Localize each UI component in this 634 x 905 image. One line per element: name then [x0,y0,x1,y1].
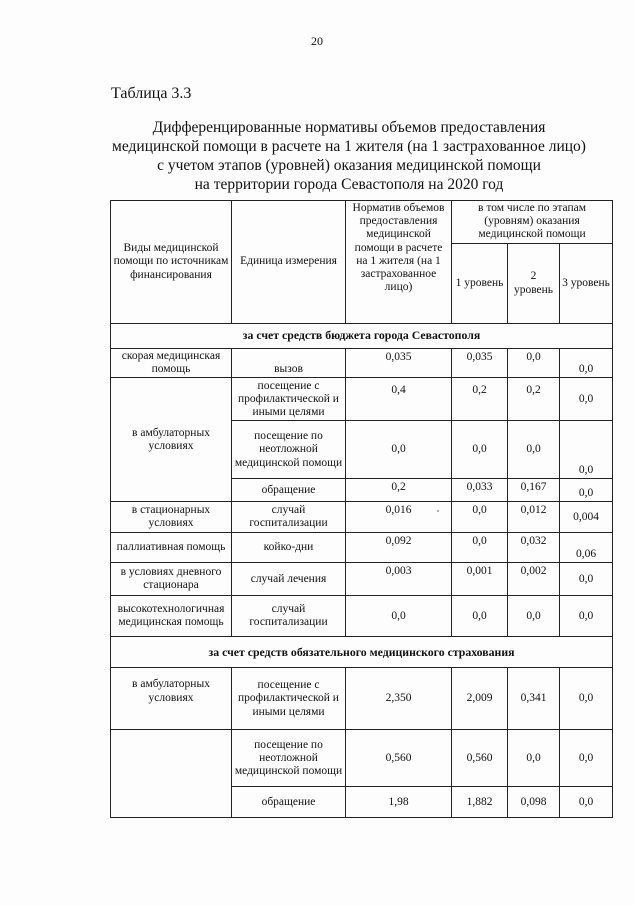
norm-cell: 0,0 [346,421,452,479]
norm-cell: 0,035 [346,349,452,378]
table-row [111,596,613,637]
norm-cell: 1,98 [346,787,452,818]
level1-cell: 0,560 [452,730,508,787]
section-title: за счет средств бюджета города Севастополя [111,324,613,349]
table-row [111,563,613,596]
title-line: медицинской помощи в расчете на 1 жителя (на 1 застрахованное лицо) [112,138,586,155]
level1-cell: 0,001 [452,563,508,596]
table-title [110,118,588,194]
level1-cell: 0,0 [452,502,508,533]
header-level-2: 2 уровень [508,244,560,324]
unit-cell: обращение [232,479,346,502]
type-cell: в условиях дневного стационара [111,563,232,596]
level1-cell: 0,0 [452,421,508,479]
level3-cell: 0,0 [560,730,613,787]
norms-table [110,200,613,818]
section-row [111,637,613,668]
level1-cell: 0,035 [452,349,508,378]
header-unit: Единица измерения [232,201,346,324]
level2-cell: 0,0 [508,421,560,479]
unit-cell: вызов [232,349,346,378]
type-cell: скорая медицинская помощь [111,349,232,378]
level2-cell: 0,012 [508,502,560,533]
page-number: 20 [311,34,323,48]
table-row [111,730,613,787]
level2-cell: 0,0 [508,596,560,637]
section-title: за счет средств обязательного медицинского страхования [111,637,613,668]
unit-cell: случай госпитализации [232,596,346,637]
header-types: Виды медицинской помощи по источникам финансирования [111,201,232,324]
level2-cell: 0,0 [508,349,560,378]
type-cell: в амбулаторных условиях [111,378,232,502]
level3-cell: 0,0 [560,668,613,730]
header-norm: Норматив объемов предоставления медицинской помощи в расчете на 1 жителя (на 1 застрахованное лицо) [346,201,452,324]
level3-cell: 0,0 [560,787,613,818]
level1-cell: 2,009 [452,668,508,730]
level1-cell: 0,0 [452,533,508,563]
norm-cell: 0,0 [346,596,452,637]
level1-cell: 0,2 [452,378,508,421]
norm-cell: 0,003 [346,563,452,596]
norm-cell: 0,092 [346,533,452,563]
level3-cell: 0,0 [560,378,613,421]
table-row [111,378,613,421]
level2-cell: 0,032 [508,533,560,563]
table-row [111,668,613,730]
level1-cell: 0,0 [452,596,508,637]
level2-cell: 0,341 [508,668,560,730]
level3-cell: 0,0 [560,349,613,378]
level1-cell: 1,882 [452,787,508,818]
unit-cell: обращение [232,787,346,818]
unit-cell: посещение по неотложной медицинской помощи [232,730,346,787]
level2-cell: 0,0 [508,730,560,787]
level3-cell: 0,0 [560,563,613,596]
norm-cell: 2,350 [346,668,452,730]
type-cell-empty [111,730,232,818]
unit-cell: посещение с профилактической и иными целями [232,668,346,730]
unit-cell: случай госпитализации [232,502,346,533]
norm-cell: 0,2 [346,479,452,502]
header-level-3: 3 уровень [560,244,613,324]
scan-speck [437,510,439,512]
norm-cell: 0,4 [346,378,452,421]
type-cell: в амбулаторных условиях [111,668,232,730]
level2-cell: 0,2 [508,378,560,421]
table-row [111,502,613,533]
unit-cell: посещение с профилактической и иными целями [232,378,346,421]
level3-cell: 0,0 [560,421,613,479]
table-label: Таблица 3.3 [111,85,192,102]
table-row [111,533,613,563]
norm-cell: 0,016 [346,502,452,533]
header-stages: в том числе по этапам (уровням) оказания медицинской помощи [452,201,613,244]
unit-cell: посещение по неотложной медицинской помощи [232,421,346,479]
title-line: с учетом этапов (уровней) оказания медицинской помощи [157,157,541,174]
level3-cell: 0,004 [560,502,613,533]
level2-cell: 0,002 [508,563,560,596]
type-cell: в стационарных условиях [111,502,232,533]
section-row [111,324,613,349]
title-line: Дифференцированные нормативы объемов предоставления [152,119,546,136]
level2-cell: 0,167 [508,479,560,502]
level3-cell: 0,0 [560,596,613,637]
level2-cell: 0,098 [508,787,560,818]
norm-cell: 0,560 [346,730,452,787]
level3-cell: 0,0 [560,479,613,502]
header-level-1: 1 уровень [452,244,508,324]
type-cell: паллиативная помощь [111,533,232,563]
title-line: на территории города Севастополя на 2020 год [194,176,504,193]
level3-cell: 0,06 [560,533,613,563]
header-row [111,201,613,244]
table-row [111,349,613,378]
type-cell: высокотехнологичная медицинская помощь [111,596,232,637]
level1-cell: 0,033 [452,479,508,502]
unit-cell: койко-дни [232,533,346,563]
unit-cell: случай лечения [232,563,346,596]
